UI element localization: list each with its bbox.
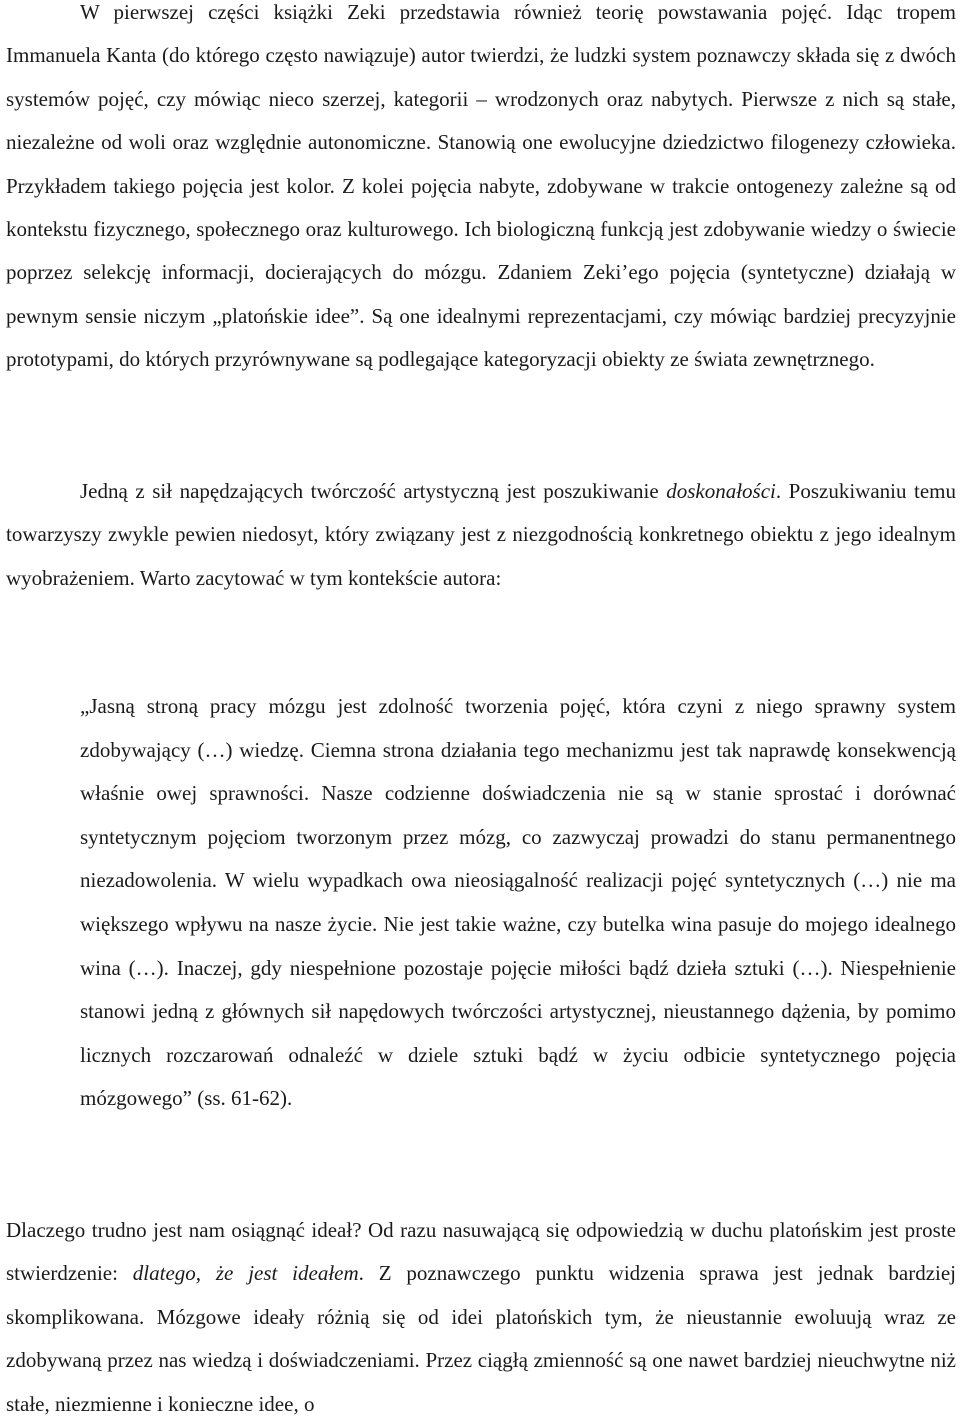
- paragraph-ideal-question-rest: . Z poznawczego punktu widzenia sprawa jest jednak bardziej skomplikowana. Mózgowe ideały różnią się od idei platońskich tym, że nieustannie ewoluują wraz ze zdobywaną przez nas wiedzą i doświadczeniami. Przez ciągłą zmienność są one nawet bardziej nieuchwytne niż stałe, niezmienne i konieczne idee, o: [6, 1261, 957, 1416]
- paragraph-perfection-rest: . Poszukiwaniu temu towarzyszy zwykle pewien niedosyt, który związany jest z niezgodnością konkretnego obiektu z jego idealnym wyobrażeniem. Warto zacytować w tym kontekście autora:: [6, 479, 956, 590]
- paragraph-perfection-lead: Jedną z sił napędzających twórczość artystyczną jest poszukiwanie: [80, 479, 667, 503]
- paragraph-perfection: [6, 470, 956, 600]
- paragraph-concept-theory: [6, 0, 956, 382]
- emphasis-perfection: doskonałości: [666, 479, 776, 503]
- paragraph-ideal-question-lead: Dlaczego trudno jest nam osiągnąć ideał? Od razu nasuwającą się odpowiedzią w duchu platońskim jest proste stwierdzenie:: [6, 1218, 956, 1286]
- block-quote-text: „Jasną stroną pracy mózgu jest zdolność tworzenia pojęć, która czyni z niego sprawny system zdobywający (…) wiedzę. Ciemna strona działania tego mechanizmu jest tak naprawdę konsekwencją właśnie owej sprawności. Nasze codzienne doświadczenia nie są w stanie sprostać i dorównać syntetycznym pojęciom tworzonym przez mózg, co zazwyczaj prowadzi do stanu permanentnego niezadowolenia. W wielu wypadkach owa nieosiągalność realizacji pojęć syntetycznych (…) nie ma większego wpływu na nasze życie. Nie jest takie ważne, czy butelka wina pasuje do mojego idealnego wina (…). Inaczej, gdy niespełnione pozostaje pojęcie miłości bądź dzieła sztuki (…). Niespełnienie stanowi jedną z głównych sił napędowych twórczości artystycznej, nieustannego dążenia, by pomimo licznych rozczarowań odnaleźć w dziele sztuki bądź w życiu odbicie syntetycznego pojęcia mózgowego” (ss. 61-62).: [80, 694, 956, 1111]
- paragraph-concept-theory-text: W pierwszej części książki Zeki przedstawia również teorię powstawania pojęć. Idąc tropem Immanuela Kanta (do którego często nawiązuje) autor twierdzi, że ludzki system poznawczy składa się z dwóch systemów pojęć, czy mówiąc nieco szerzej, kategorii – wrodzonych oraz nabytych. Pierwsze z nich są stałe, niezależne od woli oraz względnie autonomiczne. Stanowią one ewolucyjne dziedzictwo filogenezy człowieka. Przykładem takiego pojęcia jest kolor. Z kolei pojęcia nabyte, zdobywane w trakcie ontogenezy zależne są od kontekstu fizycznego, społecznego oraz kulturowego. Ich biologiczną funkcją jest zdobywanie wiedzy o świecie poprzez selekcję informacji, docierających do mózgu. Zdaniem Zeki’ego pojęcia (syntetyczne) działają w pewnym sensie niczym „platońskie idee”. Są one idealnymi reprezentacjami, czy mówiąc bardziej precyzyjnie prototypami, do których przyrównywane są podlegające kategoryzacji obiekty ze świata zewnętrznego.: [6, 0, 956, 372]
- emphasis-ideal: dlatego, że jest ideałem: [132, 1261, 359, 1286]
- block-quote: [80, 685, 956, 1121]
- document-page: [6, 0, 956, 1416]
- paragraph-ideal-question: [6, 1209, 956, 1426]
